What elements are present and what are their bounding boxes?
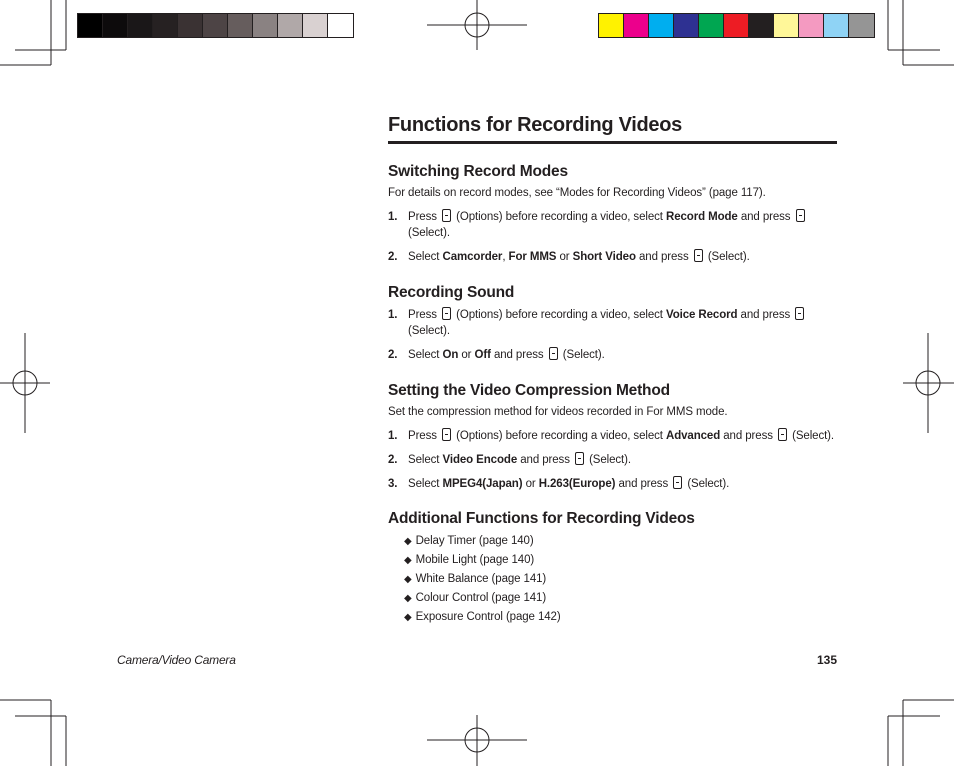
list-item: ◆ Mobile Light (page 140) bbox=[404, 554, 535, 566]
color-swatch bbox=[824, 14, 849, 37]
step-item: 1. Press (Options) before recording a video, select Voice Record and press (Select). bbox=[388, 307, 840, 339]
color-swatch bbox=[674, 14, 699, 37]
section-heading: Switching Record Modes bbox=[388, 163, 568, 180]
section-additional-functions bbox=[388, 509, 840, 627]
section-intro: Set the compression method for videos recorded in For MMS mode. bbox=[388, 406, 728, 418]
softkey-icon bbox=[442, 209, 451, 222]
step-number: 1. bbox=[388, 309, 398, 321]
step-number: 1. bbox=[388, 430, 398, 442]
color-swatch bbox=[624, 14, 649, 37]
color-swatch bbox=[699, 14, 724, 37]
section-heading: Setting the Video Compression Method bbox=[388, 382, 670, 399]
step-item: 3. Select MPEG4(Japan) or H.263(Europe) and press (Select). bbox=[388, 478, 730, 490]
step-item: 1. Press (Options) before recording a video, select Advanced and press (Select). bbox=[388, 430, 835, 442]
softkey-icon bbox=[694, 249, 703, 262]
list-item: ◆ Delay Timer (page 140) bbox=[404, 535, 534, 547]
diamond-bullet-icon: ◆ bbox=[404, 612, 412, 623]
section-heading: Additional Functions for Recording Videos bbox=[388, 510, 695, 527]
gray-swatch bbox=[103, 14, 128, 37]
diamond-bullet-icon: ◆ bbox=[404, 555, 412, 566]
list-item: ◆ Colour Control (page 141) bbox=[404, 592, 547, 604]
gray-swatch bbox=[203, 14, 228, 37]
step-item: 2. Select Video Encode and press (Select). bbox=[388, 454, 631, 466]
diamond-bullet-icon: ◆ bbox=[404, 593, 412, 604]
gray-swatch bbox=[253, 14, 278, 37]
step-item: 2. Select Camcorder, For MMS or Short Video and press (Select). bbox=[388, 251, 750, 263]
step-number: 2. bbox=[388, 454, 398, 466]
list-item: ◆ Exposure Control (page 142) bbox=[404, 611, 561, 623]
color-swatch bbox=[649, 14, 674, 37]
section-recording-sound bbox=[388, 283, 840, 363]
section-switching-record-modes bbox=[388, 162, 840, 265]
gray-swatch bbox=[128, 14, 153, 37]
softkey-icon bbox=[549, 347, 558, 360]
softkey-icon bbox=[575, 452, 584, 465]
step-number: 2. bbox=[388, 251, 398, 263]
color-swatch bbox=[799, 14, 824, 37]
section-intro: For details on record modes, see “Modes for Recording Videos” (page 117). bbox=[388, 187, 766, 199]
diamond-bullet-icon: ◆ bbox=[404, 536, 412, 547]
softkey-icon bbox=[673, 476, 682, 489]
gray-swatch bbox=[153, 14, 178, 37]
function-list bbox=[388, 532, 840, 627]
page-number: 135 bbox=[816, 653, 837, 667]
section-video-compression bbox=[388, 381, 840, 492]
gray-swatch bbox=[178, 14, 203, 37]
page-title: Functions for Recording Videos bbox=[388, 114, 837, 144]
step-number: 3. bbox=[388, 478, 398, 490]
gray-swatch bbox=[278, 14, 303, 37]
softkey-icon bbox=[442, 428, 451, 441]
softkey-icon bbox=[796, 209, 805, 222]
color-swatch bbox=[749, 14, 774, 37]
list-item: ◆ White Balance (page 141) bbox=[404, 573, 547, 585]
gray-swatch bbox=[78, 14, 103, 37]
step-item: 2. Select On or Off and press (Select). bbox=[388, 349, 605, 361]
gray-swatch bbox=[228, 14, 253, 37]
softkey-icon bbox=[442, 307, 451, 320]
grayscale-color-bar bbox=[77, 13, 354, 38]
process-color-bar bbox=[598, 13, 875, 38]
section-heading: Recording Sound bbox=[388, 284, 515, 301]
color-swatch bbox=[774, 14, 799, 37]
color-swatch bbox=[849, 14, 874, 37]
step-number: 1. bbox=[388, 211, 398, 223]
softkey-icon bbox=[778, 428, 787, 441]
gray-swatch bbox=[303, 14, 328, 37]
softkey-icon bbox=[795, 307, 804, 320]
gray-swatch bbox=[328, 14, 353, 37]
color-swatch bbox=[724, 14, 749, 37]
step-number: 2. bbox=[388, 349, 398, 361]
step-item: 1. Press (Options) before recording a video, select Record Mode and press (Select). bbox=[388, 209, 840, 241]
footer-section-name: Camera/Video Camera bbox=[117, 653, 236, 667]
diamond-bullet-icon: ◆ bbox=[404, 574, 412, 585]
color-swatch bbox=[599, 14, 624, 37]
